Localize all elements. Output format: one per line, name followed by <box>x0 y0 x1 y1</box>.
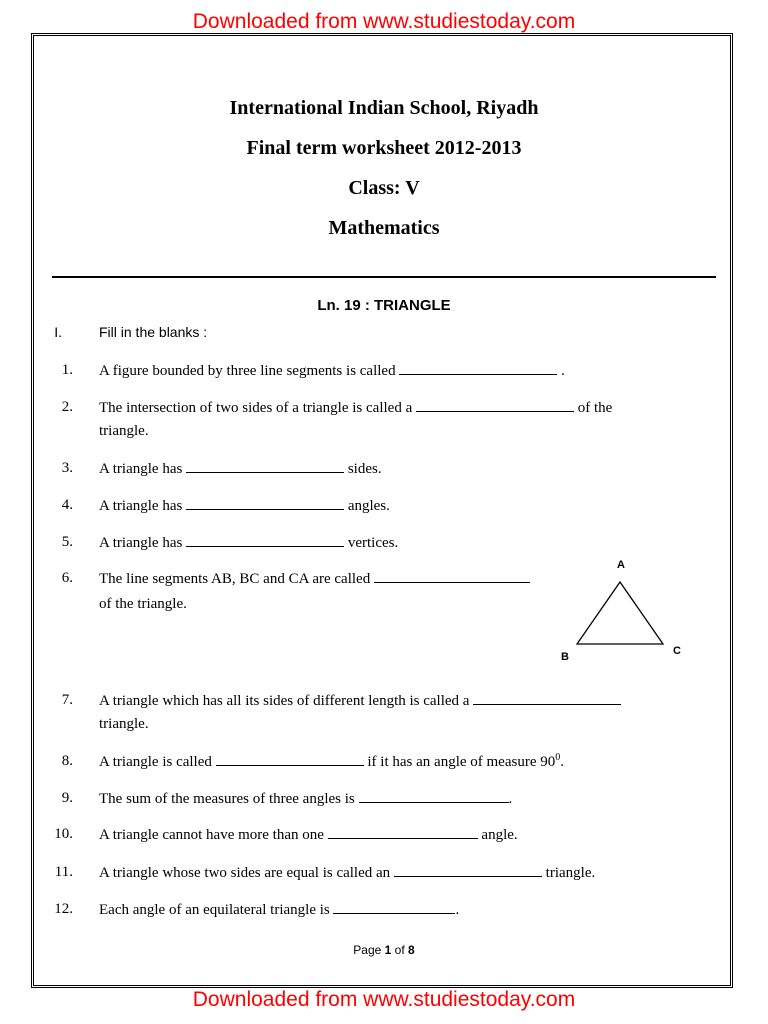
answer-blank[interactable] <box>416 397 574 412</box>
question-number: 2. <box>61 399 73 415</box>
section-instruction: Fill in the blanks : <box>99 324 208 340</box>
triangle-figure <box>570 578 670 650</box>
question-text: A triangle which has all its sides of different length is called a <box>99 690 699 711</box>
total-pages: 8 <box>408 943 415 957</box>
subject-label: Mathematics <box>328 217 440 239</box>
question-text: A triangle has angles. <box>99 495 699 516</box>
vertex-label-c: C <box>673 645 681 657</box>
answer-blank[interactable] <box>399 360 557 375</box>
question-number: 6. <box>61 570 73 586</box>
question-number: 12. <box>54 901 73 917</box>
question-text: A figure bounded by three line segments is called . <box>99 360 699 381</box>
question-text: The line segments AB, BC and CA are called <box>99 568 699 589</box>
answer-blank[interactable] <box>186 532 344 547</box>
question-number: 7. <box>61 692 73 708</box>
question-number: 1. <box>61 362 73 378</box>
question-text: Each angle of an equilateral triangle is . <box>99 899 699 920</box>
question-text: A triangle whose two sides are equal is called an triangle. <box>99 862 699 883</box>
question-number: 3. <box>61 460 73 476</box>
triangle-shape <box>577 582 663 644</box>
answer-blank[interactable] <box>186 458 344 473</box>
question-number: 11. <box>54 864 73 880</box>
question-number: 8. <box>61 753 73 769</box>
vertex-label-a: A <box>617 559 625 571</box>
answer-blank[interactable] <box>186 495 344 510</box>
question-number: 10. <box>54 826 73 842</box>
class-label: Class: V <box>348 177 420 199</box>
watermark-top: Downloaded from www.studiestoday.com <box>192 10 576 33</box>
worksheet-title: Final term worksheet 2012-2013 <box>246 137 522 159</box>
section-number: I. <box>54 324 62 340</box>
current-page: 1 <box>384 943 392 957</box>
answer-blank[interactable] <box>374 568 530 583</box>
question-continuation: of the triangle. <box>99 596 187 612</box>
question-text: A triangle has vertices. <box>99 532 699 553</box>
question-number: 5. <box>61 534 73 550</box>
question-continuation: triangle. <box>99 423 149 439</box>
answer-blank[interactable] <box>333 899 455 914</box>
answer-blank[interactable] <box>216 751 364 766</box>
degree-superscript: 0 <box>555 752 561 763</box>
lesson-title: Ln. 19 : TRIANGLE <box>317 297 451 314</box>
vertex-label-b: B <box>561 651 569 663</box>
question-text: The sum of the measures of three angles is . <box>99 788 699 809</box>
question-continuation: triangle. <box>99 716 149 732</box>
question-text: The intersection of two sides of a triangle is called a of the <box>99 397 699 418</box>
question-text: A triangle cannot have more than one angle. <box>99 824 699 845</box>
answer-blank[interactable] <box>328 824 478 839</box>
question-text: A triangle has sides. <box>99 458 699 479</box>
answer-blank[interactable] <box>359 788 509 803</box>
page-footer: Page 1 of 8 <box>353 943 415 957</box>
watermark-bottom: Downloaded from www.studiestoday.com <box>192 988 576 1011</box>
question-text: A triangle is called if it has an angle of measure $90^0$. <box>99 752 564 770</box>
question-number: 4. <box>61 497 73 513</box>
school-name: International Indian School, Riyadh <box>229 97 539 119</box>
header-divider <box>52 276 716 278</box>
answer-blank[interactable] <box>394 862 542 877</box>
question-number: 9. <box>61 790 73 806</box>
answer-blank[interactable] <box>473 690 621 705</box>
